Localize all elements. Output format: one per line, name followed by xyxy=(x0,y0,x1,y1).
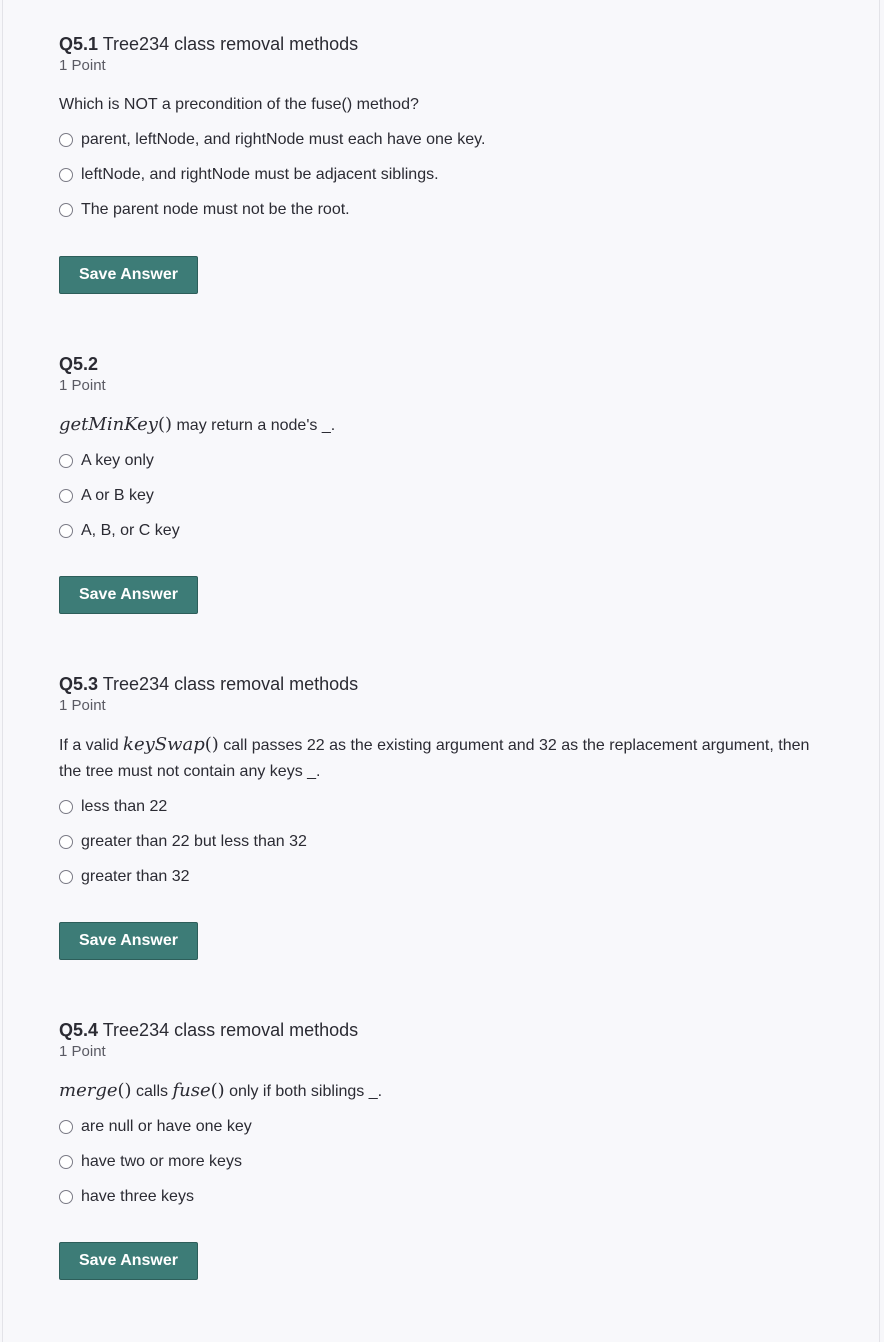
question-points: 1 Point xyxy=(59,57,106,74)
math-function-name: merge xyxy=(59,1080,118,1101)
radio-button[interactable] xyxy=(59,1190,73,1204)
math-expression: keySwap() xyxy=(123,734,219,755)
question-number: Q5.4 xyxy=(59,1020,99,1040)
save-answer-button[interactable]: Save Answer xyxy=(59,1242,198,1280)
prompt-text-mid: calls xyxy=(131,1083,173,1100)
option-adjacent-siblings[interactable] xyxy=(59,157,819,192)
radio-button[interactable] xyxy=(59,168,73,182)
question-prompt xyxy=(59,1078,819,1105)
option-null-or-one-key[interactable] xyxy=(59,1109,819,1144)
math-function-name: getMinKey xyxy=(59,414,158,435)
prompt-text: may return a node's _. xyxy=(172,417,336,434)
option-label: A key only xyxy=(81,451,154,469)
option-label: The parent node must not be the root. xyxy=(81,200,350,218)
question-5-3 xyxy=(59,672,819,949)
question-number: Q5.3 xyxy=(59,674,99,694)
option-parent-not-root[interactable] xyxy=(59,192,819,227)
option-a-or-b-key[interactable] xyxy=(59,478,819,513)
question-5-4 xyxy=(59,1018,819,1269)
prompt-text-start: If a valid xyxy=(59,737,124,754)
question-heading: Tree234 class removal methods xyxy=(102,1020,359,1040)
options-list xyxy=(59,1109,819,1214)
option-less-than-22[interactable] xyxy=(59,789,819,824)
question-number: Q5.1 xyxy=(59,34,99,54)
question-prompt xyxy=(59,732,819,785)
save-answer-button[interactable]: Save Answer xyxy=(59,576,198,614)
radio-button[interactable] xyxy=(59,870,73,884)
option-greater-than-32[interactable] xyxy=(59,859,819,894)
option-between-22-and-32[interactable] xyxy=(59,824,819,859)
radio-button[interactable] xyxy=(59,1120,73,1134)
question-prompt: Which is NOT a precondition of the fuse() method? xyxy=(59,96,419,113)
math-expression: merge() xyxy=(59,1080,132,1101)
radio-button[interactable] xyxy=(59,133,73,147)
option-label: have two or more keys xyxy=(81,1152,242,1170)
question-points: 1 Point xyxy=(59,697,106,714)
radio-button[interactable] xyxy=(59,489,73,503)
option-label: A, B, or C key xyxy=(81,521,180,539)
math-expression: fuse() xyxy=(172,1080,225,1101)
options-list xyxy=(59,443,819,548)
radio-button[interactable] xyxy=(59,454,73,468)
radio-button[interactable] xyxy=(59,1155,73,1169)
question-title xyxy=(59,32,819,56)
option-label: A or B key xyxy=(81,486,154,504)
save-answer-button[interactable]: Save Answer xyxy=(59,256,198,294)
option-label: greater than 22 but less than 32 xyxy=(81,832,307,850)
radio-button[interactable] xyxy=(59,524,73,538)
math-function-name: fuse xyxy=(172,1080,211,1101)
question-5-1 xyxy=(59,32,819,283)
option-parent-left-right-one-key[interactable] xyxy=(59,122,819,157)
question-points: 1 Point xyxy=(59,1043,106,1060)
option-label: less than 22 xyxy=(81,797,168,815)
radio-button[interactable] xyxy=(59,203,73,217)
option-label: have three keys xyxy=(81,1187,194,1205)
save-answer-button[interactable]: Save Answer xyxy=(59,922,198,960)
question-points: 1 Point xyxy=(59,377,106,394)
question-title xyxy=(59,672,819,696)
question-title xyxy=(59,1018,819,1042)
question-prompt xyxy=(59,412,819,439)
prompt-text: call passes 22 as the existing argument and 32 as the replacement argument, then the tree must not contain any keys _. xyxy=(59,737,810,780)
radio-button[interactable] xyxy=(59,800,73,814)
option-three-keys[interactable] xyxy=(59,1179,819,1214)
options-list xyxy=(59,789,819,894)
option-label: leftNode, and rightNode must be adjacent siblings. xyxy=(81,165,439,183)
option-two-or-more-keys[interactable] xyxy=(59,1144,819,1179)
option-label: are null or have one key xyxy=(81,1117,252,1135)
question-number: Q5.2 xyxy=(59,354,99,374)
option-a-b-or-c-key[interactable] xyxy=(59,513,819,548)
options-list xyxy=(59,122,819,227)
option-label: parent, leftNode, and rightNode must each have one key. xyxy=(81,130,486,148)
radio-button[interactable] xyxy=(59,835,73,849)
question-title xyxy=(59,352,819,376)
question-heading: Tree234 class removal methods xyxy=(102,34,359,54)
math-function-name: keySwap xyxy=(123,734,205,755)
question-5-2 xyxy=(59,352,819,603)
question-heading: Tree234 class removal methods xyxy=(102,674,359,694)
option-label: greater than 32 xyxy=(81,867,190,885)
prompt-text: only if both siblings _. xyxy=(224,1083,383,1100)
math-expression: getMinKey() xyxy=(59,414,173,435)
option-a-key-only[interactable] xyxy=(59,443,819,478)
